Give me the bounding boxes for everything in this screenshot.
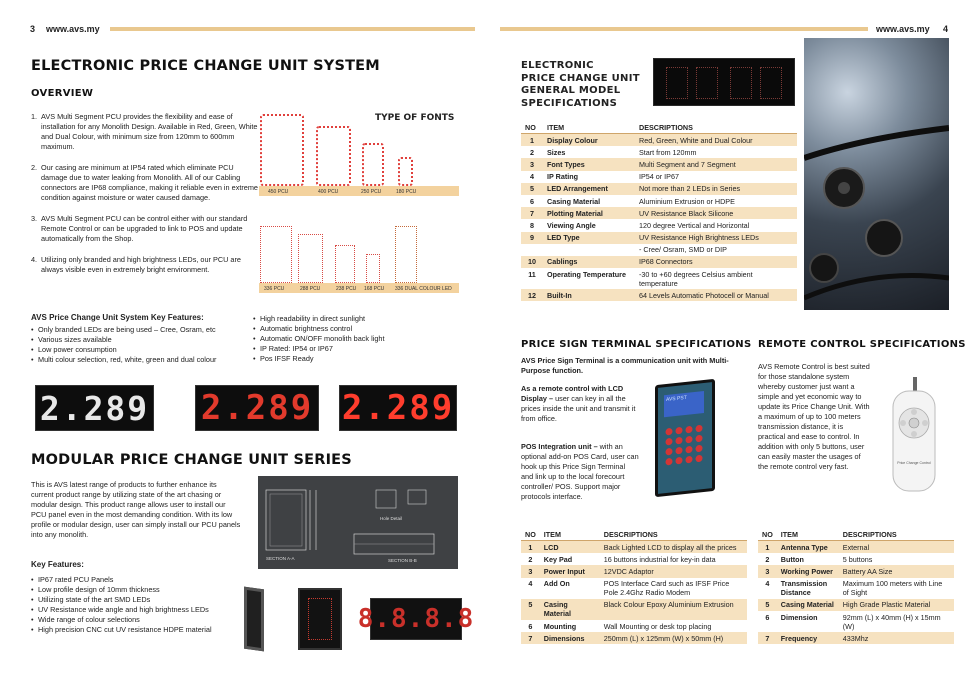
white-led-display: 2.289: [35, 385, 154, 431]
modular-led-display: 8.8.8.8: [370, 598, 462, 640]
modular-panel-digit: [308, 598, 332, 640]
spec-title-line: ELECTRONIC: [521, 60, 594, 71]
spec-title: [521, 60, 640, 110]
column-header: NO: [521, 122, 543, 134]
list-item: • Automatic brightness control: [253, 324, 443, 334]
table-row: 3 Power Input 12VDC Adaptor: [521, 565, 747, 577]
left-url[interactable]: www.avs.my: [46, 24, 100, 34]
spec-display-digit: [730, 67, 752, 99]
font-label: 180 PCU: [396, 189, 417, 195]
terminal-keypad: [664, 422, 714, 477]
main-title: ELECTRONIC PRICE CHANGE UNIT SYSTEM: [31, 58, 380, 74]
overview-title: OVERVIEW: [31, 88, 94, 99]
column-header: DESCRIPTIONS: [600, 529, 747, 541]
font-sample-238: [335, 245, 355, 283]
column-header: NO: [521, 529, 540, 541]
column-header: DESCRIPTIONS: [635, 122, 797, 134]
table-row: 2 Sizes Start from 120mm: [530, 147, 697, 157]
spec-table: [521, 122, 797, 301]
terminal-table: [521, 529, 747, 644]
table-row: 1 LCD Back Lighted LCD to display all the prices: [521, 541, 747, 554]
font-sample-250: [362, 143, 384, 186]
table-row: - Cree/ Osram, SMD or DIP: [639, 245, 727, 255]
list-item: • High readability in direct sunlight: [253, 314, 443, 324]
modular-frame: [244, 587, 264, 652]
spec-display-digit: [696, 67, 718, 99]
red-led-display-1: 2.289: [195, 385, 319, 431]
modular-panel: [298, 588, 342, 650]
remote-title: REMOTE CONTROL SPECIFICATIONS: [758, 339, 966, 350]
remote-illustration: [885, 377, 943, 495]
font-sample-336: [260, 226, 292, 283]
font-label: 288 PCU: [300, 286, 321, 292]
table-header-row: [521, 529, 747, 541]
list-item: • Utilizing state of the art SMD LEDs: [31, 595, 251, 605]
table-row: 7 Frequency 433Mhz: [758, 632, 954, 644]
terminal-screen: AVS PST: [664, 391, 704, 417]
spec-title-line: GENERAL MODEL: [521, 85, 621, 96]
list-item: • Only branded LEDs are being used – Cree, Osram, etc: [31, 325, 251, 335]
remote-text: AVS Remote Control is best suited for those standalone system whereby customer just want a simple and yet economic way to update its Price Change Unit. With a maximum of up to 100 meters transmission distance, it is practical and ease to control. In addition with only 5 buttons, user can easily master the usages of the remote control very fast.: [758, 362, 870, 471]
list-item: • Wide range of colour selections: [31, 615, 251, 625]
left-header-bar: [110, 27, 475, 31]
terminal-title: PRICE SIGN TERMINAL SPECIFICATIONS: [521, 339, 752, 350]
list-item: • IP67 rated PCU Panels: [31, 575, 251, 585]
list-item: • UV Resistance wide angle and high brightness LEDs: [31, 605, 251, 615]
table-row: 12 Built-In 64 Levels Automatic Photocell or Manual: [521, 289, 797, 301]
font-label: 238 PCU: [336, 286, 357, 292]
font-sample-288: [298, 234, 323, 283]
table-header-row: [521, 122, 797, 134]
overview-item: 2. Our casing are minimum at IP54 rated which eliminate PCU damage due to water leaking from Monolith. All of our Cabling connectors are IP68 compliance, making it reliable even in extreme condition against moisture or water caused damage.: [31, 163, 258, 202]
technical-drawing: [258, 476, 458, 569]
font-sample-168: [366, 254, 380, 283]
spec-display-image: [653, 58, 795, 106]
spec-display-digit: [666, 67, 688, 99]
table-row: 4 Add On POS Interface Card such as IFSF Price Pole 2.4Ghz Radio Modem: [528, 579, 730, 598]
table-row: 6 Casing Material Aluminium Extrusion or HDPE: [530, 196, 735, 206]
list-item: • Automatic ON/OFF monolith back light: [253, 334, 443, 344]
modular-title: MODULAR PRICE CHANGE UNIT SERIES: [31, 452, 352, 468]
table-row: 6 Dimension 92mm (L) x 40mm (H) x 15mm (W): [765, 612, 941, 631]
list-item: • Multi colour selection, red, white, green and dual colour: [31, 355, 251, 365]
spec-title-line: SPECIFICATIONS: [521, 97, 618, 109]
column-header: ITEM: [540, 529, 600, 541]
table-row: 1 Antenna Type External: [758, 541, 954, 554]
table-row: 2 Key Pad 16 buttons industrial for key-in data: [528, 554, 716, 564]
led-photo-detail: [804, 38, 949, 310]
table-row: 6 Mounting Wall Mounting or desk top placing: [528, 621, 712, 631]
table-row: 3 Working Power Battery AA Size: [758, 565, 954, 577]
remote-table: [758, 529, 954, 644]
modular-key-features-list: [31, 575, 251, 635]
terminal-device: [655, 379, 715, 497]
right-page-number: 4: [943, 24, 949, 34]
drawing-label: Hole Detail: [380, 516, 403, 521]
table-row: 10 Cablings IP68 Connectors: [521, 256, 797, 268]
modular-text: This is AVS latest range of products to further enhance its current product range by utilizing state of the art chasing or modular design. This product range allows user to install our PCU panel even in the most demanding condition. With its low profile or modular design, user can simply install our PCU panels into any monolith.: [31, 480, 241, 539]
list-item: • Low profile design of 10mm thickness: [31, 585, 251, 595]
list-item: • Pos IFSF Ready: [253, 354, 443, 364]
font-label: 168 PCU: [364, 286, 385, 292]
table-row: 4 Transmission Distance Maximum 100 meters with Line of Sight: [765, 579, 943, 598]
table-row: 3 Font Types Multi Segment and 7 Segment: [521, 158, 797, 170]
column-header: ITEM: [777, 529, 839, 541]
modular-key-features-title: Key Features:: [31, 560, 84, 569]
column-header: DESCRIPTIONS: [839, 529, 954, 541]
left-page-number: 3: [30, 24, 36, 34]
font-label: 450 PCU: [268, 189, 289, 195]
table-row: 9 LED Type UV Resistance High Brightness LEDs: [521, 232, 797, 244]
key-features-title: AVS Price Change Unit System Key Features:: [31, 313, 204, 322]
overview-item: 3. AVS Multi Segment PCU can be control either with our standard Remote Control or can be upgraded to link to POS and update automatically from the Shop.: [31, 214, 248, 243]
table-row: 11 Operating Temperature -30 to +60 degrees Celsius ambient temperature: [528, 269, 753, 288]
terminal-paragraph-1: As a remote control with LCD Display – user can key in all the prices inside the unit and transmit it from office.: [521, 384, 636, 423]
table-header-row: [758, 529, 954, 541]
table-row: 4 IP Rating IP54 or IP67: [530, 172, 679, 182]
font-label: 250 PCU: [361, 189, 382, 195]
font-band-row1: [259, 186, 459, 196]
font-label: 336 DUAL COLOUR LED: [395, 286, 452, 292]
table-row: 5 Casing Material Black Colour Epoxy Aluminium Extrusion: [521, 599, 747, 620]
column-header: NO: [758, 529, 777, 541]
font-sample-180: [398, 157, 413, 186]
overview-item: 4. Utilizing only branded and high brightness LEDs, our PCU are always visible even in extremely bright environment.: [31, 255, 241, 274]
remote-device: [885, 377, 943, 495]
list-item: • IP Rated: IP54 or IP67: [253, 344, 443, 354]
key-features-list-1: [31, 325, 251, 365]
font-label: 400 PCU: [318, 189, 339, 195]
table-row: 8 Viewing Angle 120 degree Vertical and Horizontal: [530, 220, 750, 230]
led-connector-photo: [804, 38, 949, 310]
font-sample-400: [316, 126, 351, 186]
column-header: ITEM: [543, 122, 635, 134]
remote-device-label: Price Change Control: [897, 461, 931, 465]
font-label: 336 PCU: [264, 286, 285, 292]
table-row: 5 Casing Material High Grade Plastic Material: [758, 599, 954, 611]
key-features-list-2: [253, 314, 443, 364]
list-item: • Various sizes available: [31, 335, 251, 345]
list-item: • High precision CNC cut UV resistance HDPE material: [31, 625, 251, 635]
terminal-intro: AVS Price Sign Terminal is a communication unit with Multi-Purpose function.: [521, 356, 729, 375]
spec-display-digit: [760, 67, 782, 99]
table-row: 7 Plotting Material UV Resistance Black Silicone: [521, 207, 797, 219]
terminal-paragraph-2: POS Integration unit – with an optional add-on POS Card, user can hook up this Price Sign Terminal and link up to the local forecourt controller/ POS. Support major protocols interface.: [521, 442, 639, 501]
overview-item: 1. AVS Multi Segment PCU provides the flexibility and ease of installation for any Monolith Design. Available in Red, Green, White and Dual Colour, with minimum size from 120mm to 600mm maximum.: [31, 112, 258, 151]
right-url[interactable]: www.avs.my: [876, 24, 930, 34]
overview-list: [31, 112, 261, 286]
table-row: 5 LED Arrangement Not more than 2 LEDs in Series: [521, 183, 797, 195]
table-row: 2 Button 5 buttons: [765, 554, 873, 564]
right-header-bar: [500, 27, 868, 31]
list-item: • Low power consumption: [31, 345, 251, 355]
red-led-display-2: 2.289: [339, 385, 457, 431]
table-row: 1 Display Colour Red, Green, White and Dual Colour: [521, 134, 797, 147]
drawing-label: SECTION A-A: [266, 556, 295, 561]
font-sample-dual: [395, 226, 417, 283]
spec-title-line: PRICE CHANGE UNIT: [521, 72, 640, 84]
table-row: 7 Dimensions 250mm (L) x 125mm (W) x 50mm (H): [521, 632, 747, 644]
fonts-title: TYPE OF FONTS: [375, 113, 455, 123]
drawing-label: SECTION B-B: [388, 558, 417, 563]
font-sample-450: [260, 114, 304, 186]
